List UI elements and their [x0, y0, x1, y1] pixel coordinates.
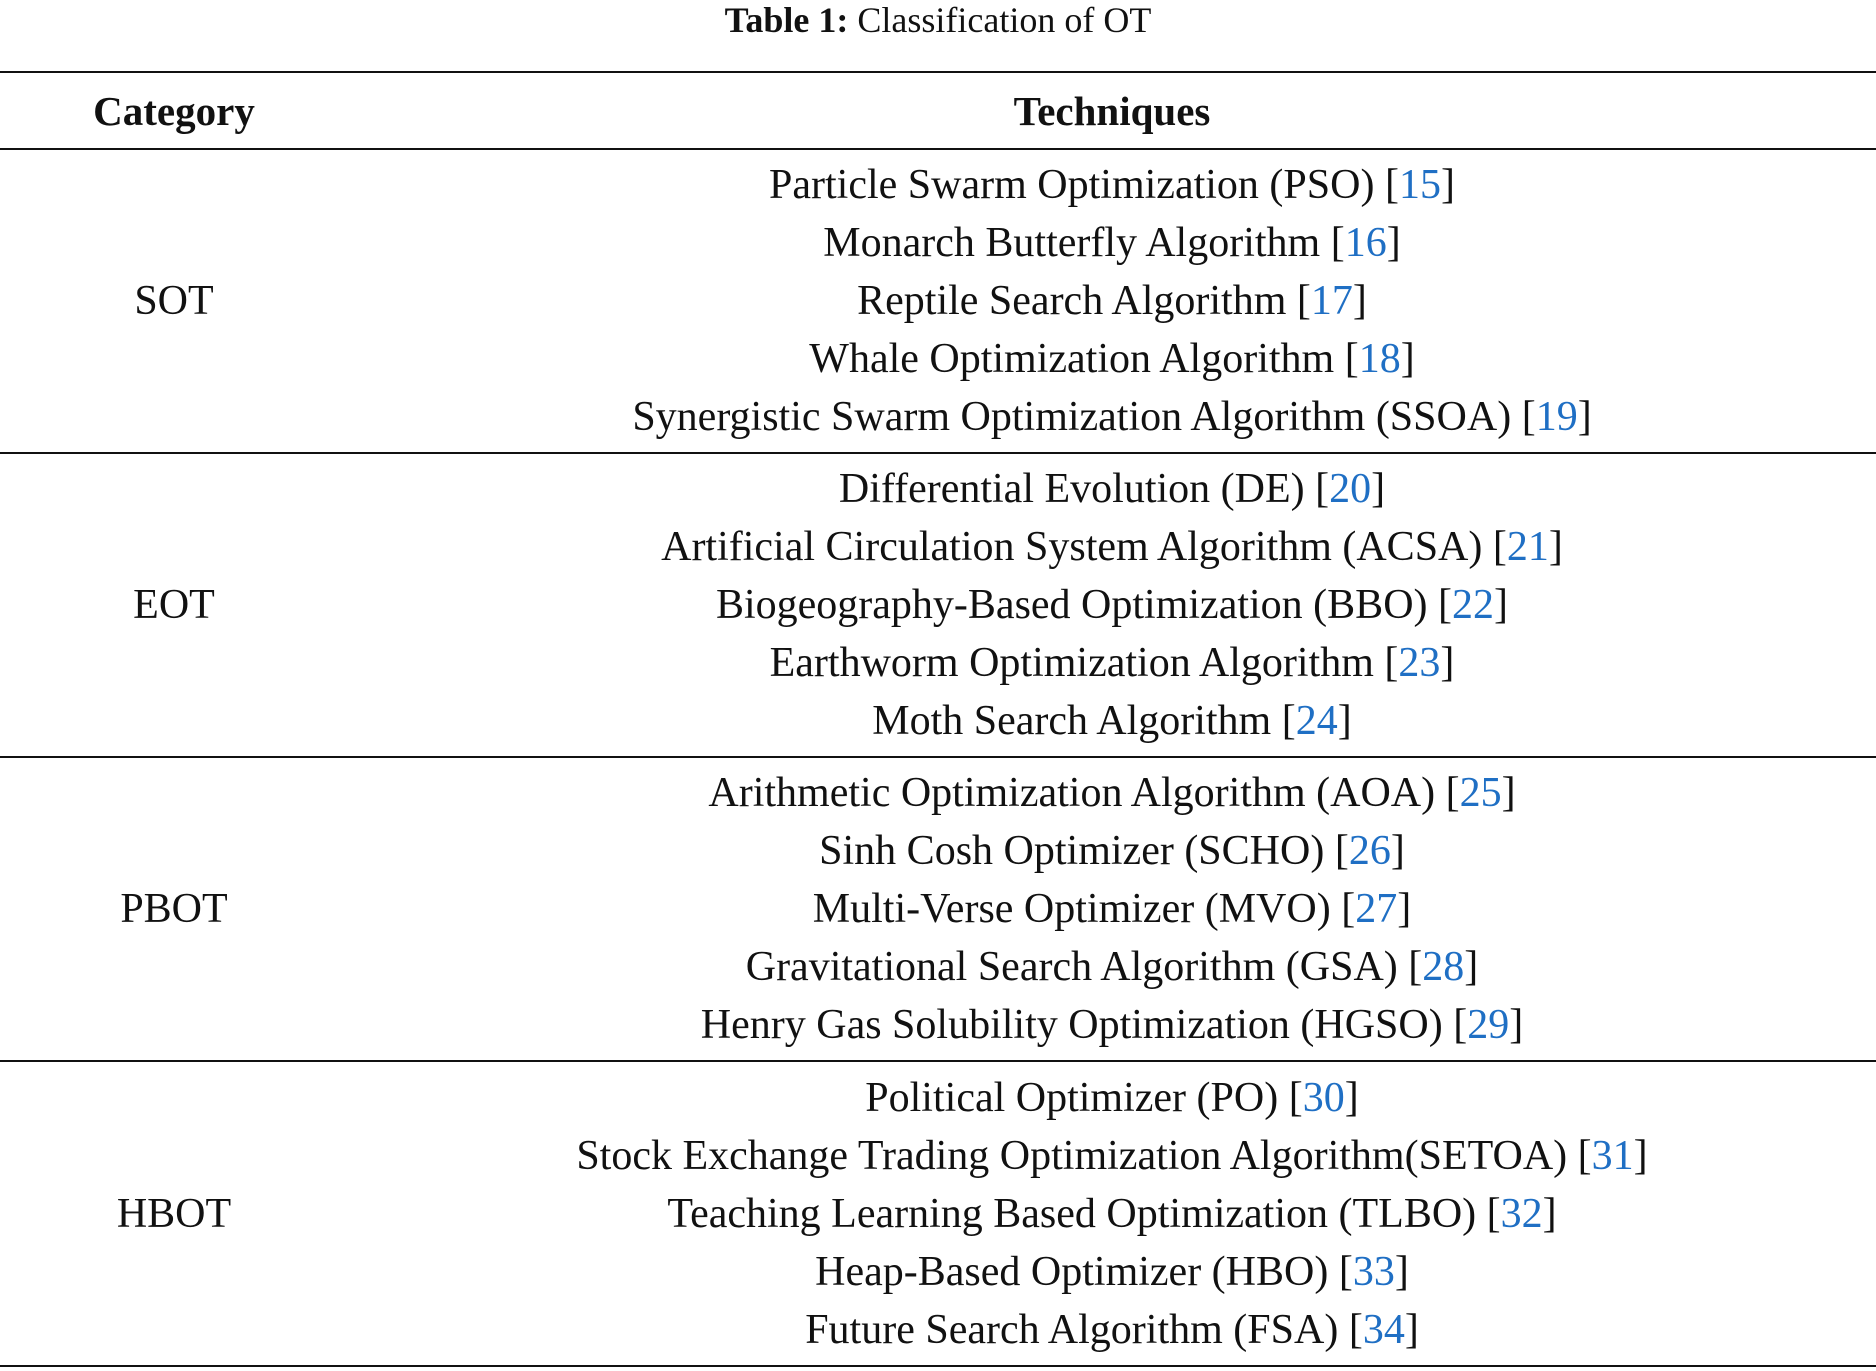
ref-bracket-close: ] [1397, 886, 1412, 932]
technique-name: Biogeography-Based Optimization (BBO) [715, 582, 1439, 628]
technique-name: Particle Swarm Optimization (PSO) [769, 162, 1385, 208]
reference-link[interactable]: 31 [1591, 1132, 1634, 1179]
technique-item [348, 938, 1876, 996]
technique-item [348, 1185, 1876, 1243]
technique-name: Stock Exchange Trading Optimization Algorithm(SETOA) [576, 1132, 1578, 1179]
reference-link[interactable]: 23 [1398, 640, 1441, 686]
reference-link[interactable]: 34 [1362, 1306, 1405, 1353]
table-row-group-hbot [0, 1062, 1876, 1365]
technique-item [348, 388, 1876, 446]
technique-name: Political Optimizer (PO) [865, 1074, 1289, 1121]
ref-bracket-open: [ [1281, 698, 1296, 744]
reference-link[interactable]: 19 [1535, 394, 1578, 440]
ref-bracket-close: ] [1548, 524, 1563, 570]
technique-item [348, 1069, 1876, 1127]
reference-link[interactable]: 24 [1295, 698, 1338, 744]
techniques-cell [348, 454, 1876, 756]
technique-name: Artificial Circulation System Algorithm (ACSA) [661, 524, 1493, 570]
reference-link[interactable]: 30 [1302, 1074, 1345, 1121]
ref-bracket-open: [ [1445, 770, 1460, 816]
reference-link[interactable]: 27 [1355, 886, 1398, 932]
table-header-row [0, 73, 1876, 150]
ref-bracket-close: ] [1400, 336, 1415, 382]
ref-bracket-open: [ [1338, 1248, 1353, 1295]
technique-item [348, 330, 1876, 388]
technique-name: Multi-Verse Optimizer (MVO) [812, 886, 1342, 932]
ref-bracket-close: ] [1352, 278, 1367, 324]
technique-name: Monarch Butterfly Algorithm [823, 220, 1331, 266]
techniques-cell [348, 150, 1876, 452]
table-body [0, 150, 1876, 1365]
ref-bracket-close: ] [1509, 1002, 1524, 1048]
ref-bracket-close: ] [1394, 1248, 1409, 1295]
technique-name: Whale Optimization Algorithm [809, 336, 1345, 382]
technique-name: Moth Search Algorithm [872, 698, 1282, 744]
ref-bracket-open: [ [1408, 944, 1423, 990]
header-techniques: Techniques [1013, 87, 1211, 134]
technique-item [348, 1127, 1876, 1185]
table-row-group-sot [0, 150, 1876, 454]
ref-bracket-close: ] [1501, 770, 1516, 816]
technique-name: Heap-Based Optimizer (HBO) [815, 1248, 1339, 1295]
ref-bracket-open: [ [1341, 886, 1356, 932]
ref-bracket-close: ] [1464, 944, 1479, 990]
reference-link[interactable]: 16 [1344, 220, 1387, 266]
ref-bracket-open: [ [1288, 1074, 1303, 1121]
reference-link[interactable]: 22 [1452, 582, 1495, 628]
reference-link[interactable]: 29 [1467, 1002, 1510, 1048]
ref-bracket-open: [ [1453, 1002, 1468, 1048]
technique-name: Synergistic Swarm Optimization Algorithm (SSOA) [632, 394, 1522, 440]
reference-link[interactable]: 26 [1348, 828, 1391, 874]
technique-name: Teaching Learning Based Optimization (TLBO) [667, 1190, 1487, 1237]
technique-item [348, 880, 1876, 938]
caption-text: Classification of OT [857, 0, 1152, 40]
ref-bracket-open: [ [1334, 828, 1349, 874]
category-cell: SOT [134, 278, 214, 324]
caption-label: Table 1: [724, 0, 849, 40]
technique-item [348, 822, 1876, 880]
reference-link[interactable]: 32 [1500, 1190, 1543, 1237]
reference-link[interactable]: 15 [1398, 162, 1441, 208]
ref-bracket-open: [ [1344, 336, 1359, 382]
ref-bracket-close: ] [1390, 828, 1405, 874]
technique-item [348, 692, 1876, 750]
ref-bracket-open: [ [1315, 466, 1330, 512]
ref-bracket-close: ] [1633, 1132, 1648, 1179]
techniques-cell [348, 1062, 1876, 1365]
ref-bracket-close: ] [1577, 394, 1592, 440]
classification-table [0, 71, 1876, 1367]
ref-bracket-open: [ [1384, 640, 1399, 686]
ref-bracket-open: [ [1296, 278, 1311, 324]
technique-item [348, 634, 1876, 692]
table-row-group-pbot [0, 758, 1876, 1062]
reference-link[interactable]: 28 [1422, 944, 1465, 990]
technique-name: Future Search Algorithm (FSA) [805, 1306, 1349, 1353]
ref-bracket-open: [ [1486, 1190, 1501, 1237]
technique-item [348, 518, 1876, 576]
ref-bracket-close: ] [1494, 582, 1509, 628]
ref-bracket-close: ] [1404, 1306, 1419, 1353]
ref-bracket-close: ] [1344, 1074, 1359, 1121]
technique-item [348, 214, 1876, 272]
ref-bracket-open: [ [1330, 220, 1345, 266]
ref-bracket-close: ] [1440, 162, 1455, 208]
technique-item [348, 764, 1876, 822]
ref-bracket-open: [ [1521, 394, 1536, 440]
ref-bracket-open: [ [1438, 582, 1453, 628]
reference-link[interactable]: 21 [1506, 524, 1549, 570]
technique-item [348, 272, 1876, 330]
technique-item [348, 156, 1876, 214]
category-cell: EOT [133, 582, 215, 628]
header-category: Category [93, 87, 255, 134]
ref-bracket-close: ] [1386, 220, 1401, 266]
ref-bracket-close: ] [1337, 698, 1352, 744]
table-caption [0, 0, 1876, 40]
reference-link[interactable]: 33 [1352, 1248, 1395, 1295]
technique-name: Gravitational Search Algorithm (GSA) [745, 944, 1409, 990]
techniques-cell [348, 758, 1876, 1060]
ref-bracket-open: [ [1577, 1132, 1592, 1179]
technique-item [348, 1243, 1876, 1301]
reference-link[interactable]: 18 [1358, 336, 1401, 382]
technique-name: Differential Evolution (DE) [838, 466, 1316, 512]
technique-name: Henry Gas Solubility Optimization (HGSO) [700, 1002, 1454, 1048]
technique-item [348, 1301, 1876, 1359]
ref-bracket-open: [ [1492, 524, 1507, 570]
reference-link[interactable]: 25 [1459, 770, 1502, 816]
ref-bracket-open: [ [1348, 1306, 1363, 1353]
category-cell: PBOT [120, 886, 228, 932]
technique-name: Sinh Cosh Optimizer (SCHO) [819, 828, 1335, 874]
ref-bracket-close: ] [1542, 1190, 1557, 1237]
technique-name: Reptile Search Algorithm [857, 278, 1297, 324]
ref-bracket-open: [ [1384, 162, 1399, 208]
reference-link[interactable]: 17 [1310, 278, 1353, 324]
category-cell: HBOT [116, 1190, 232, 1237]
ref-bracket-close: ] [1440, 640, 1455, 686]
table-row-group-eot [0, 454, 1876, 758]
technique-name: Arithmetic Optimization Algorithm (AOA) [708, 770, 1446, 816]
technique-name: Earthworm Optimization Algorithm [769, 640, 1385, 686]
ref-bracket-close: ] [1371, 466, 1386, 512]
technique-item [348, 460, 1876, 518]
technique-item [348, 576, 1876, 634]
reference-link[interactable]: 20 [1329, 466, 1372, 512]
technique-item [348, 996, 1876, 1054]
